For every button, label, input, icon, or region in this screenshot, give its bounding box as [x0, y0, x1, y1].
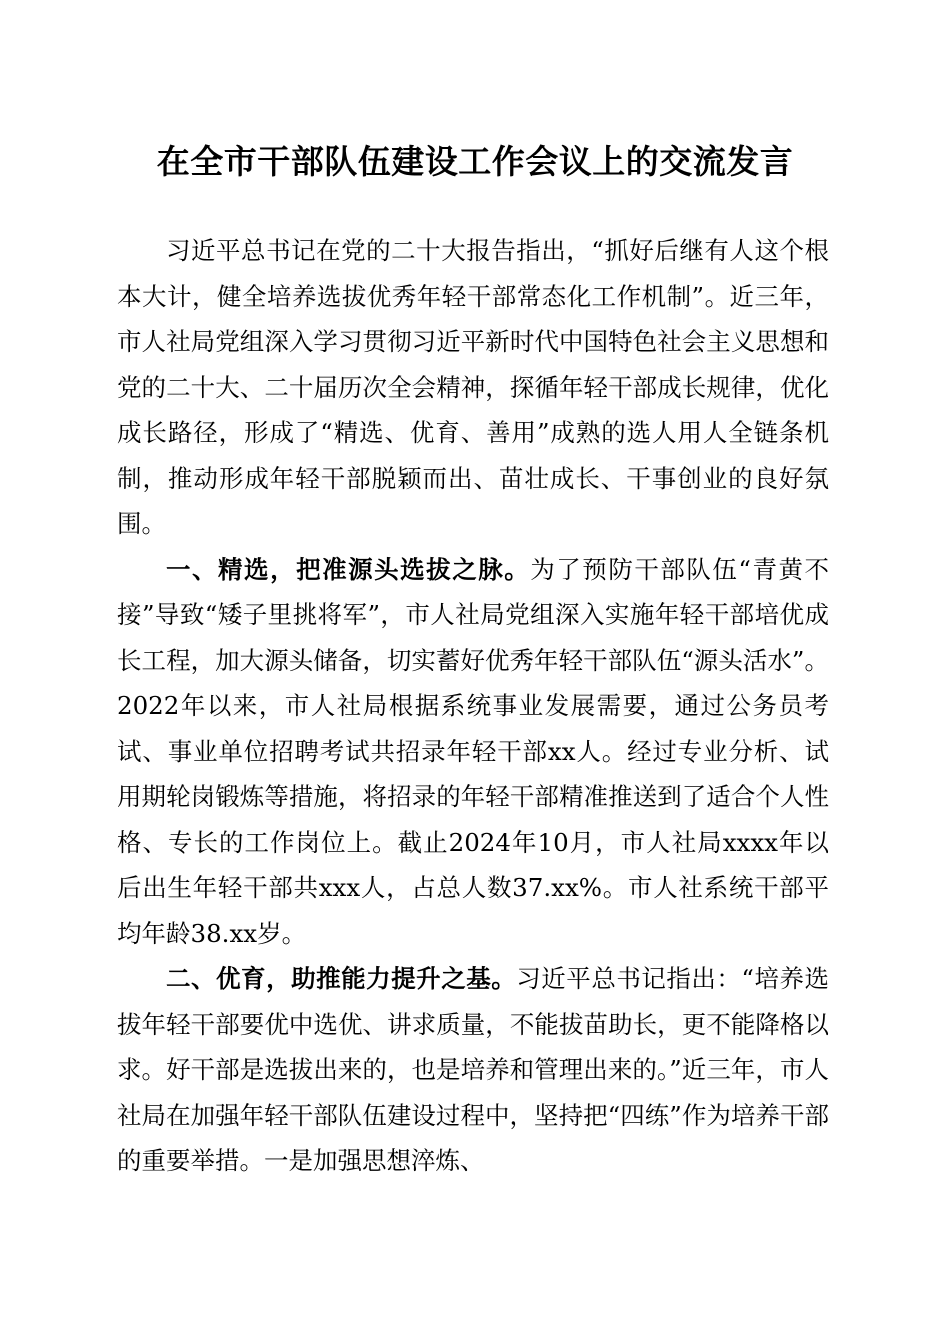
document-body	[117, 228, 829, 1184]
paragraph-text: 习近平总书记指出：“培养选拔年轻干部要优中选优、讲求质量，不能拔苗助长，更不能降格以求。好干部是选拔出来的，也是培养和管理出来的。”近三年，市人社局在加强年轻干部队伍建设过程中，坚持把“四练”作为培养干部的重要举措。一是加强思想淬炼、	[117, 964, 830, 1175]
page-title: 在全市干部队伍建设工作会议上的交流发言	[156, 142, 794, 181]
paragraph-text: 为了预防干部队伍“青黄不接”导致“矮子里挑将军”，市人社局党组深入实施年轻干部培优成长工程，加大源头储备，切实蓄好优秀年轻干部队伍“源头活水”。2022年以来，市人社局根据系统事业发展需要，通过公务员考试、事业单位招聘考试共招录年轻干部xx人。经过专业分析、试用期轮岗锻炼等措施，将招录的年轻干部精准推送到了适合个人性格、专长的工作岗位上。截止2024年10月，市人社局xxxx年以后出生年轻干部共xxx人，占总人数37.xx%。市人社系统干部平均年龄38.xx岁。	[117, 554, 829, 948]
paragraph-text: 习近平总书记在党的二十大报告指出，“抓好后继有人这个根本大计，健全培养选拔优秀年轻干部常态化工作机制”。近三年，市人社局党组深入学习贯彻习近平新时代中国特色社会主义思想和党的二十大、二十届历次全会精神，探循年轻干部成长规律，优化成长路径，形成了“精选、优育、善用”成熟的选人用人全链条机制，推动形成年轻干部脱颖而出、苗壮成长、干事创业的良好氛围。	[117, 236, 829, 538]
paragraph-section-2	[117, 956, 829, 1184]
section-heading: 二、优育，助推能力提升之基。	[166, 964, 517, 993]
paragraph-intro	[117, 228, 829, 547]
section-heading: 一、精选，把准源头选拔之脉。	[166, 554, 531, 584]
paragraph-section-1	[117, 547, 829, 957]
